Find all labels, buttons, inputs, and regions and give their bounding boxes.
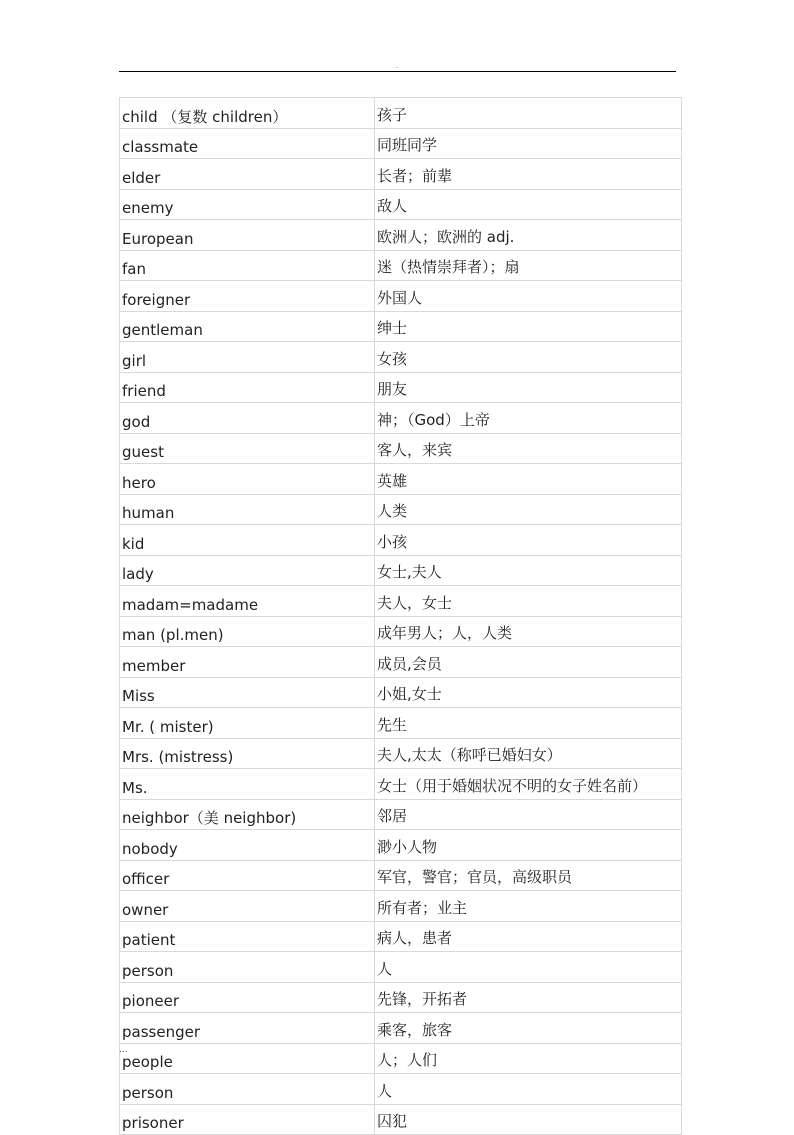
chinese-meaning-cell: 同班同学 xyxy=(375,128,682,159)
chinese-meaning-cell: 孩子 xyxy=(375,98,682,129)
english-term-cell: gentleman xyxy=(120,311,375,342)
table-row xyxy=(120,860,682,891)
chinese-meaning-cell: 人 xyxy=(375,1074,682,1105)
chinese-meaning-cell: 迷（热情崇拜者）；扇 xyxy=(375,250,682,281)
english-term-cell: pioneer xyxy=(120,982,375,1013)
english-term-cell: Ms. xyxy=(120,769,375,800)
english-term-cell: elder xyxy=(120,159,375,190)
chinese-meaning-cell: 小孩 xyxy=(375,525,682,556)
english-term-cell: neighbor（美 neighbor) xyxy=(120,799,375,830)
english-term-cell: kid xyxy=(120,525,375,556)
table-row xyxy=(120,708,682,739)
english-term-cell: prisoner xyxy=(120,1104,375,1135)
chinese-meaning-cell: 人类 xyxy=(375,494,682,525)
table-row xyxy=(120,586,682,617)
english-term-cell: friend xyxy=(120,372,375,403)
table-row xyxy=(120,647,682,678)
chinese-meaning-cell: 神；（God）上帝 xyxy=(375,403,682,434)
table-row xyxy=(120,891,682,922)
english-term-cell: guest xyxy=(120,433,375,464)
chinese-meaning-cell: 女士（用于婚姻状况不明的女子姓名前） xyxy=(375,769,682,800)
english-term-cell: person xyxy=(120,1074,375,1105)
vocabulary-table xyxy=(119,97,682,1135)
chinese-meaning-cell: 女士,夫人 xyxy=(375,555,682,586)
table-row xyxy=(120,159,682,190)
table-row xyxy=(120,952,682,983)
english-term-cell: owner xyxy=(120,891,375,922)
table-row xyxy=(120,311,682,342)
english-term-cell: member xyxy=(120,647,375,678)
chinese-meaning-cell: 欧洲人；欧洲的 adj. xyxy=(375,220,682,251)
table-row xyxy=(120,769,682,800)
table-row xyxy=(120,525,682,556)
chinese-meaning-cell: 先生 xyxy=(375,708,682,739)
table-row xyxy=(120,1074,682,1105)
chinese-meaning-cell: 长者；前辈 xyxy=(375,159,682,190)
table-row xyxy=(120,555,682,586)
chinese-meaning-cell: 外国人 xyxy=(375,281,682,312)
english-term-cell: lady xyxy=(120,555,375,586)
table-row xyxy=(120,220,682,251)
english-term-cell: European xyxy=(120,220,375,251)
table-row xyxy=(120,1043,682,1074)
chinese-meaning-cell: 女孩 xyxy=(375,342,682,373)
english-term-cell: people xyxy=(120,1043,375,1074)
english-term-cell: Miss xyxy=(120,677,375,708)
english-term-cell: god xyxy=(120,403,375,434)
english-term-cell: fan xyxy=(120,250,375,281)
chinese-meaning-cell: 夫人，女士 xyxy=(375,586,682,617)
chinese-meaning-cell: 成年男人；人，人类 xyxy=(375,616,682,647)
table-row xyxy=(120,1013,682,1044)
english-term-cell: man (pl.men) xyxy=(120,616,375,647)
chinese-meaning-cell: 囚犯 xyxy=(375,1104,682,1135)
english-term-cell: human xyxy=(120,494,375,525)
table-row xyxy=(120,464,682,495)
chinese-meaning-cell: 夫人,太太（称呼已婚妇女） xyxy=(375,738,682,769)
english-term-cell: patient xyxy=(120,921,375,952)
chinese-meaning-cell: 客人，来宾 xyxy=(375,433,682,464)
header-rule xyxy=(119,71,676,72)
chinese-meaning-cell: 渺小人物 xyxy=(375,830,682,861)
table-row xyxy=(120,616,682,647)
table-row xyxy=(120,281,682,312)
english-term-cell: Mr. ( mister) xyxy=(120,708,375,739)
chinese-meaning-cell: 军官，警官；官员，高级职员 xyxy=(375,860,682,891)
table-row xyxy=(120,830,682,861)
vocabulary-table-body xyxy=(120,98,682,1135)
table-row xyxy=(120,433,682,464)
header-mark: . xyxy=(395,62,399,70)
table-row xyxy=(120,189,682,220)
table-row xyxy=(120,342,682,373)
chinese-meaning-cell: 病人，患者 xyxy=(375,921,682,952)
english-term-cell: child （复数 children） xyxy=(120,98,375,129)
table-row xyxy=(120,403,682,434)
table-row xyxy=(120,250,682,281)
table-row xyxy=(120,372,682,403)
english-term-cell: person xyxy=(120,952,375,983)
table-row xyxy=(120,98,682,129)
table-row xyxy=(120,1104,682,1135)
english-term-cell: madam=madame xyxy=(120,586,375,617)
chinese-meaning-cell: 所有者；业主 xyxy=(375,891,682,922)
table-row xyxy=(120,982,682,1013)
chinese-meaning-cell: 乘客，旅客 xyxy=(375,1013,682,1044)
chinese-meaning-cell: 人 xyxy=(375,952,682,983)
english-term-cell: enemy xyxy=(120,189,375,220)
chinese-meaning-cell: 朋友 xyxy=(375,372,682,403)
english-term-cell: hero xyxy=(120,464,375,495)
english-term-cell: passenger xyxy=(120,1013,375,1044)
english-term-cell: Mrs. (mistress) xyxy=(120,738,375,769)
chinese-meaning-cell: 敌人 xyxy=(375,189,682,220)
english-term-cell: classmate xyxy=(120,128,375,159)
table-row xyxy=(120,494,682,525)
table-row xyxy=(120,799,682,830)
english-term-cell: foreigner xyxy=(120,281,375,312)
chinese-meaning-cell: 先锋，开拓者 xyxy=(375,982,682,1013)
chinese-meaning-cell: 人；人们 xyxy=(375,1043,682,1074)
english-term-cell: nobody xyxy=(120,830,375,861)
footer-mark: ... xyxy=(119,1045,128,1055)
chinese-meaning-cell: 小姐,女士 xyxy=(375,677,682,708)
chinese-meaning-cell: 成员,会员 xyxy=(375,647,682,678)
chinese-meaning-cell: 邻居 xyxy=(375,799,682,830)
table-row xyxy=(120,128,682,159)
table-row xyxy=(120,677,682,708)
english-term-cell: girl xyxy=(120,342,375,373)
chinese-meaning-cell: 绅士 xyxy=(375,311,682,342)
english-term-cell: officer xyxy=(120,860,375,891)
table-row xyxy=(120,738,682,769)
table-row xyxy=(120,921,682,952)
chinese-meaning-cell: 英雄 xyxy=(375,464,682,495)
